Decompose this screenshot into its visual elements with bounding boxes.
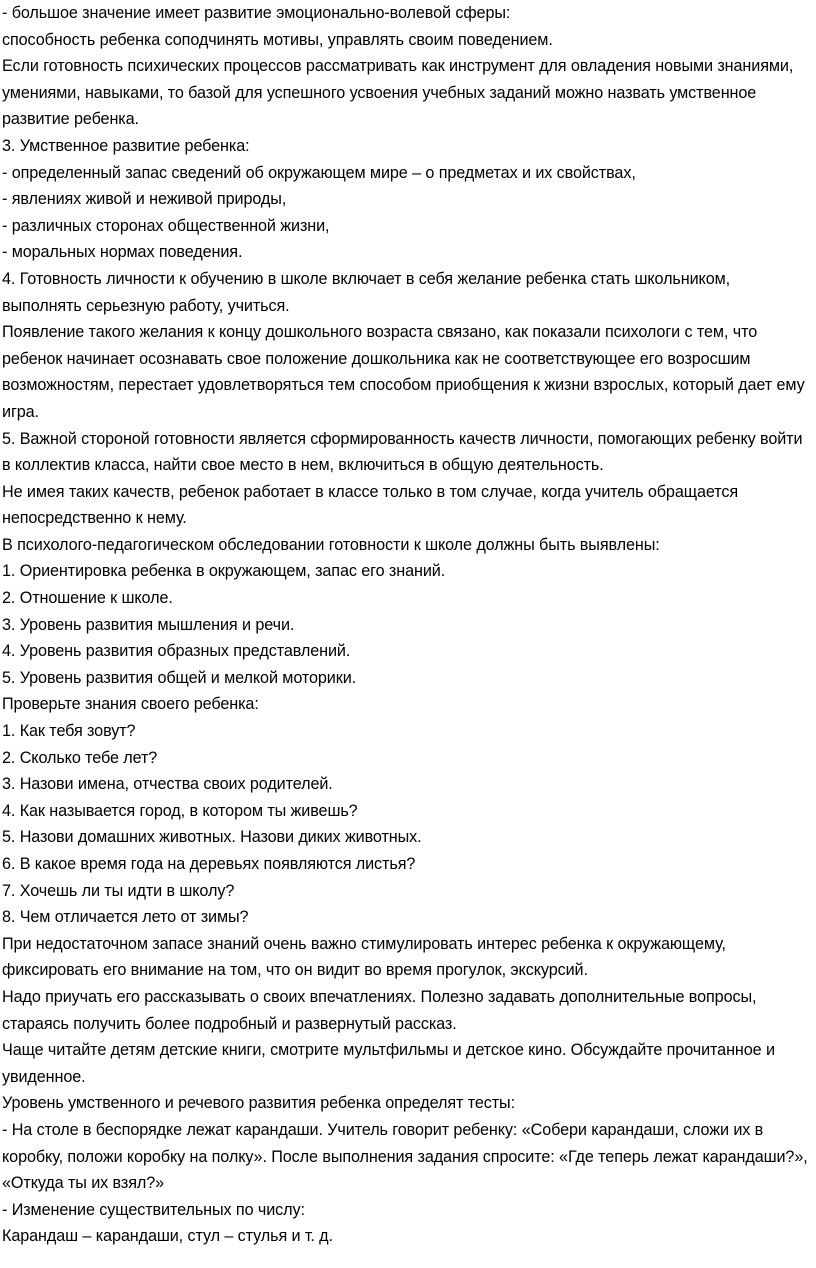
paragraph: - большое значение имеет развитие эмоционально-волевой сферы: <box>2 4 511 22</box>
section-heading: 3. Умственное развитие ребенка: <box>2 136 250 155</box>
paragraph: Проверьте знания своего ребенка: <box>2 695 259 714</box>
list-item: 4. Уровень развития образных представлений. <box>2 642 351 661</box>
list-item: 1. Ориентировка ребенка в окружающем, запас его знаний. <box>2 562 446 581</box>
paragraph: При недостаточном запасе знаний очень важно стимулировать интерес ребенка к окружающему, фиксировать его внимание на том, что он видит во время прогулок, экскурсий. <box>2 934 726 980</box>
paragraph: Карандаш – карандаши, стул – стулья и т. д. <box>2 1227 333 1246</box>
list-item: 6. В какое время года на деревьях появляются листья? <box>2 855 416 873</box>
list-item: - моральных нормах поведения. <box>2 243 243 262</box>
paragraph: 5. Важной стороной готовности является сформированность качеств личности, помогающих ребенку войти в коллектив класса, найти свое место в нем, включиться в общую деятельность. <box>2 429 803 475</box>
list-item: 1. Как тебя зовут? <box>2 722 136 741</box>
list-item: 2. Отношение к школе. <box>2 589 173 608</box>
paragraph: Надо приучать его рассказывать о своих впечатлениях. Полезно задавать дополнительные вопросы, стараясь получить более подробный и развернутый рассказ. <box>2 987 757 1033</box>
list-item: - различных сторонах общественной жизни, <box>2 216 330 235</box>
paragraph: Если готовность психических процессов рассматривать как инструмент для овладения новыми знаниями, умениями, навыками, то базой для успешного усвоения учебных заданий можно назвать умственное развитие ребенка. <box>2 57 794 129</box>
paragraph: В психолого-педагогическом обследовании готовности к школе должны быть выявлены: <box>2 535 660 554</box>
list-item: - явлениях живой и неживой природы, <box>2 190 287 209</box>
list-item: 7. Хочешь ли ты идти в школу? <box>2 881 235 900</box>
paragraph: способность ребенка соподчинять мотивы, управлять своим поведением. <box>2 30 553 49</box>
paragraph: Не имея таких качеств, ребенок работает в классе только в том случае, когда учитель обращается непосредственно к нему. <box>2 482 739 528</box>
list-item: 2. Сколько тебе лет? <box>2 748 158 767</box>
list-item: 5. Уровень развития общей и мелкой моторики. <box>2 668 357 687</box>
document-body <box>2 0 814 1250</box>
paragraph: Чаще читайте детям детские книги, смотрите мультфильмы и детское кино. Обсуждайте прочитанное и увиденное. <box>2 1041 775 1086</box>
paragraph: Уровень умственного и речевого развития ребенка определят тесты: <box>2 1094 515 1113</box>
list-item: 4. Как называется город, в котором ты живешь? <box>2 801 358 820</box>
list-item: - определенный запас сведений об окружающем мире – о предметах и их свойствах, <box>2 163 636 182</box>
list-item: 3. Уровень развития мышления и речи. <box>2 615 295 634</box>
paragraph: Появление такого желания к концу дошкольного возраста связано, как показали психологи с тем, что ребенок начинает осознавать свое положение дошкольника как не соответствующее его возросшим возможностям, перестает удовлетворяться тем способом приобщения к жизни взрослых, который дает ему игра. <box>2 323 805 421</box>
list-item: - Изменение существительных по числу: <box>2 1200 305 1219</box>
paragraph: 4. Готовность личности к обучению в школе включает в себя желание ребенка стать школьником, выполнять серьезную работу, учиться. <box>2 269 731 315</box>
list-item: 8. Чем отличается лето от зимы? <box>2 908 249 927</box>
list-item: 3. Назови имена, отчества своих родителей. <box>2 775 333 794</box>
list-item: - На столе в беспорядке лежат карандаши. Учитель говорит ребенку: «Собери карандаши, сложи их в коробку, положи коробку на полку». После выполнения задания спросите: «Где теперь лежат карандаши?», «Откуда ты их взял?» <box>2 1120 808 1193</box>
list-item: 5. Назови домашних животных. Назови диких животных. <box>2 828 422 847</box>
